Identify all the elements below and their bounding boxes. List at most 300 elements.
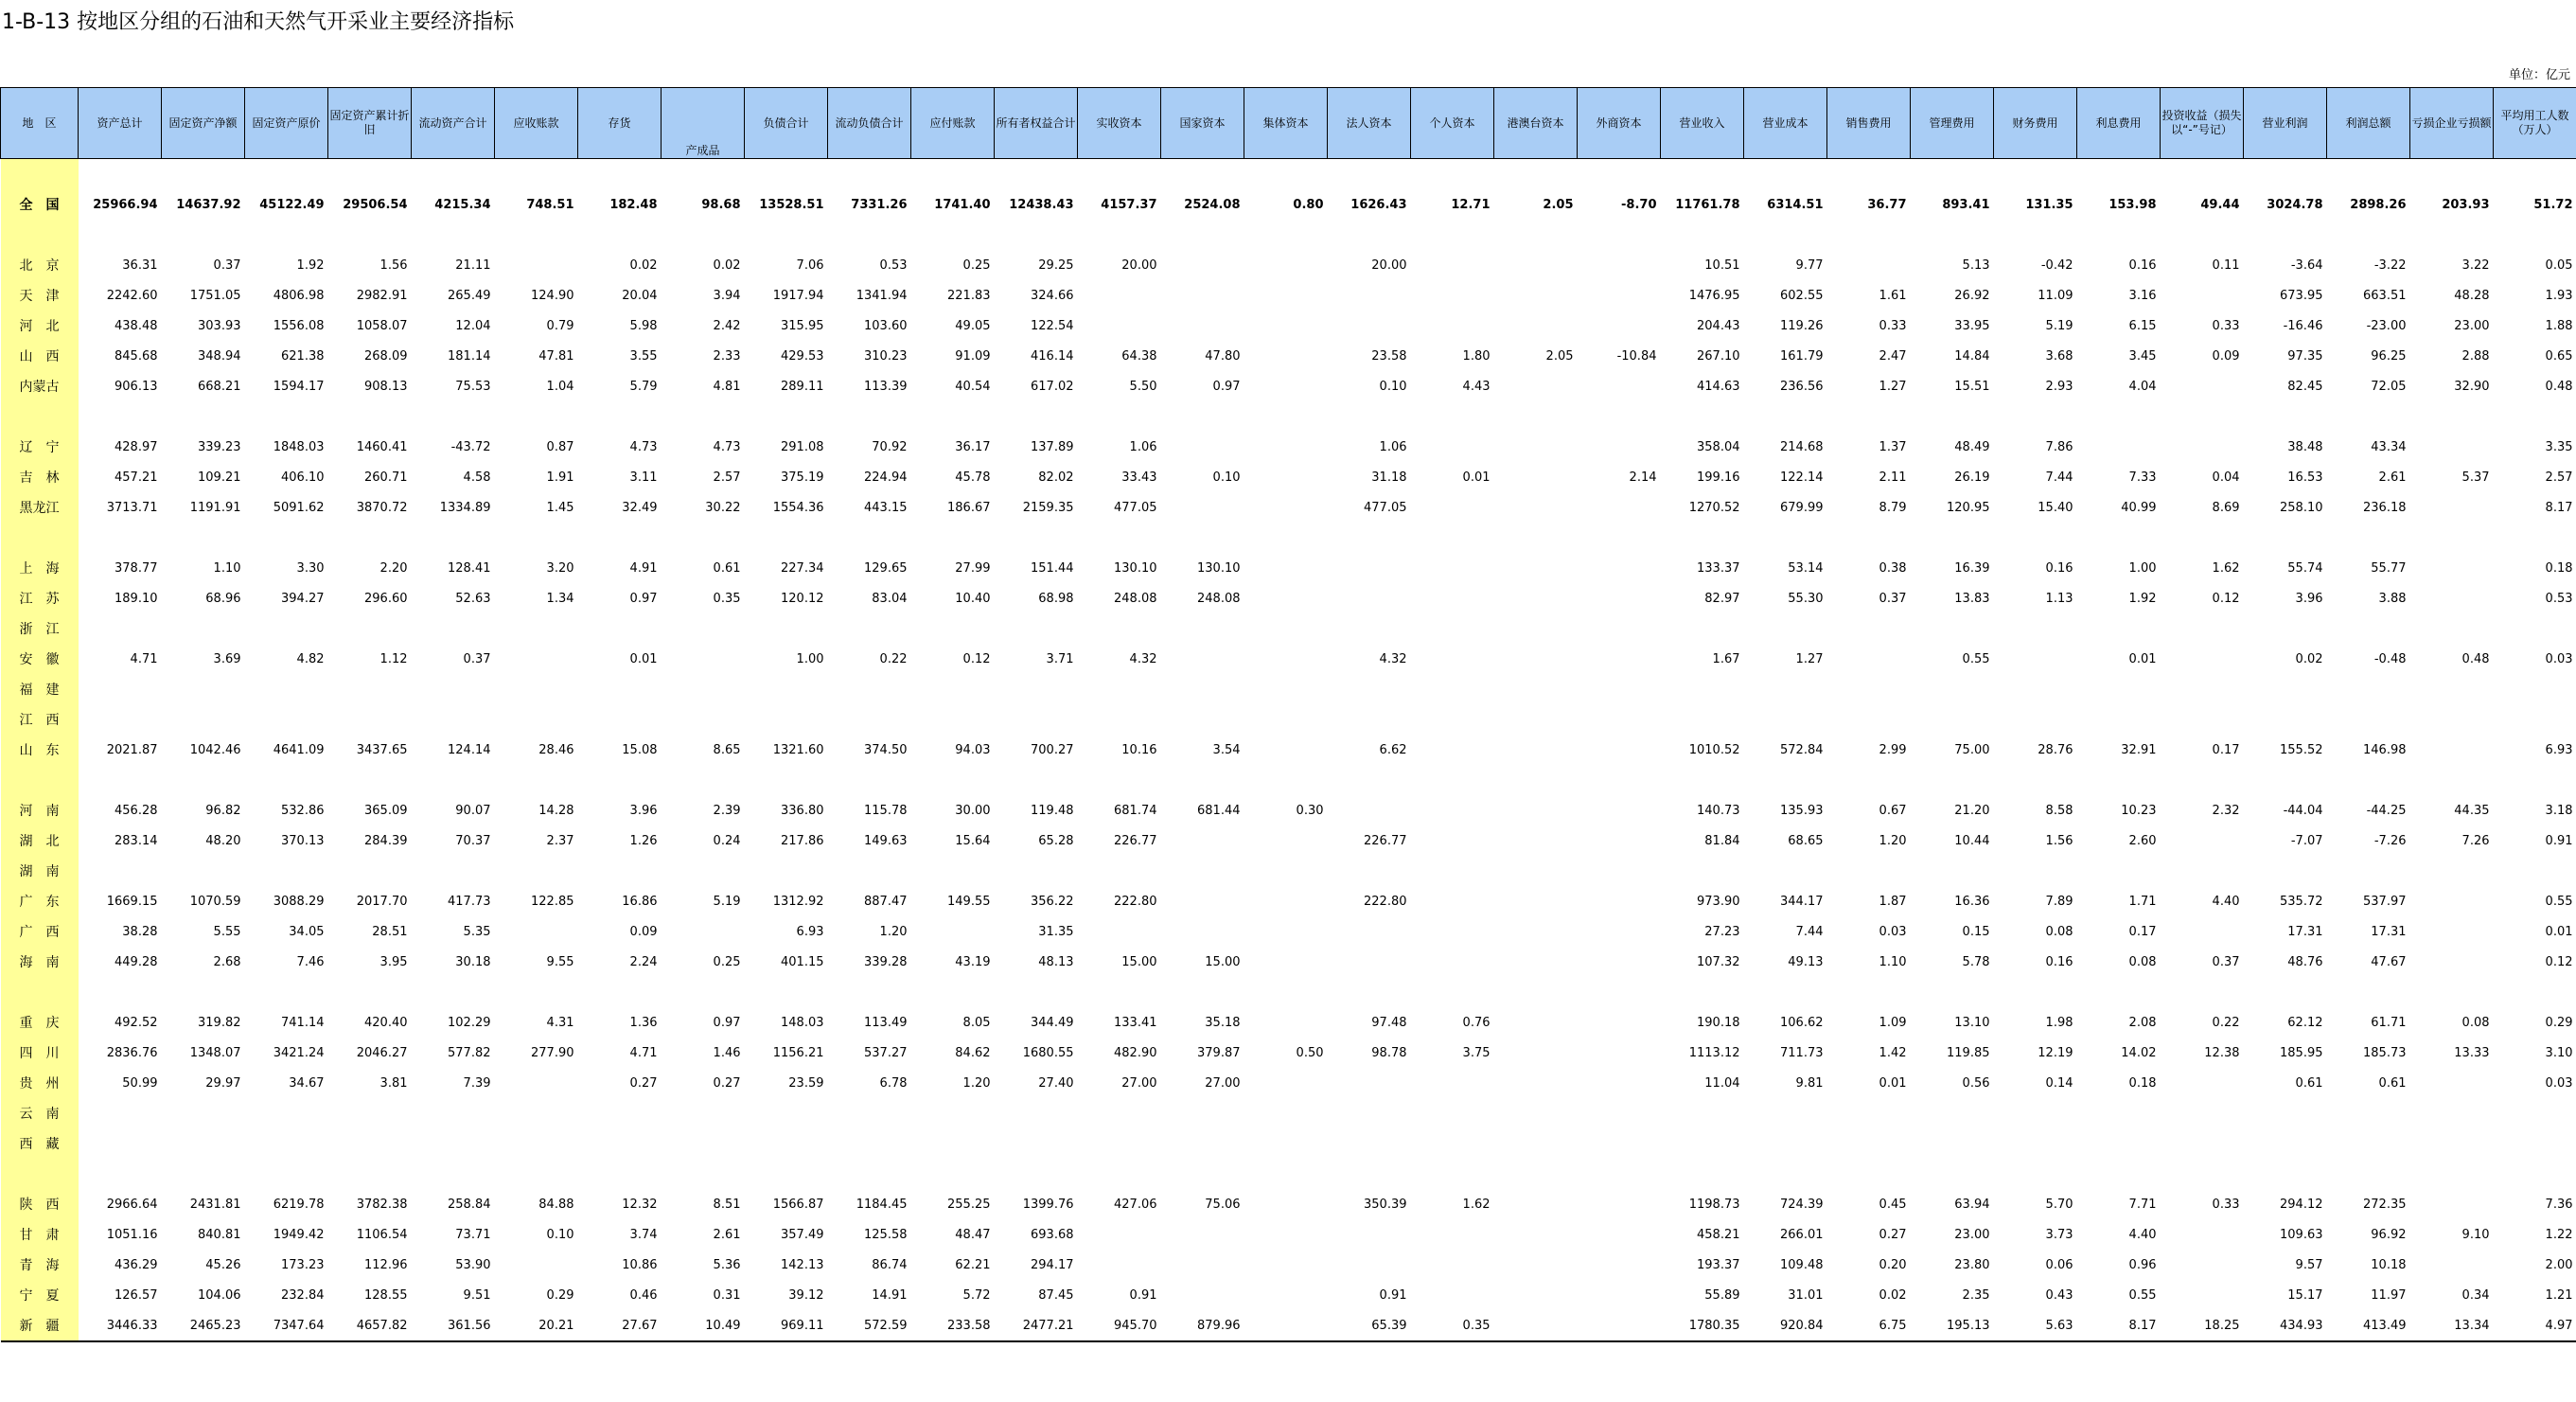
- value-cell: 8.17: [2077, 1310, 2161, 1341]
- value-cell: 13.83: [1954, 591, 1990, 606]
- value-cell: 53.90: [455, 1257, 491, 1272]
- value-cell: -7.26: [2373, 833, 2407, 848]
- value-cell: [1411, 947, 1494, 977]
- value-cell: 113.49: [864, 1015, 908, 1030]
- value-cell: 0.16: [2128, 257, 2157, 273]
- value-cell: 0.02: [2295, 651, 2323, 666]
- value-cell: 1917.94: [772, 288, 824, 303]
- value-cell: 0.65: [2545, 348, 2573, 364]
- value-cell: [2161, 1219, 2244, 1250]
- value-cell: 0.29: [546, 1287, 574, 1303]
- value-cell: 272.35: [2363, 1197, 2407, 1212]
- value-cell: 125.58: [864, 1227, 908, 1242]
- value-cell: [1411, 523, 1494, 553]
- value-cell: 124.14: [448, 742, 491, 757]
- value-cell: 2.99: [1879, 742, 1907, 757]
- value-cell: 232.84: [281, 1287, 325, 1303]
- value-cell: [1494, 583, 1578, 613]
- value-cell: 52.63: [455, 591, 491, 606]
- value-cell: [1744, 856, 1827, 886]
- value-cell: 1.06: [1379, 439, 1407, 454]
- value-cell: [578, 1128, 662, 1159]
- value-cell: 1042.46: [189, 742, 241, 757]
- value-cell: [1578, 492, 1661, 523]
- value-cell: 3088.29: [273, 894, 325, 909]
- spacer-row: [1, 977, 2576, 1007]
- value-cell: 10.51: [1704, 257, 1740, 273]
- value-cell: 9.57: [2295, 1257, 2323, 1272]
- value-cell: 2159.35: [1022, 500, 1074, 515]
- value-cell: 1.13: [2045, 591, 2073, 606]
- total-row: [1, 159, 2576, 251]
- col-inventory: 存货: [578, 88, 662, 159]
- value-cell: [1078, 1128, 1161, 1159]
- value-cell: [1411, 1250, 1494, 1280]
- value-cell: [245, 523, 328, 553]
- value-cell: 3.96: [2295, 591, 2323, 606]
- value-cell: [1411, 1280, 1494, 1310]
- value-cell: 233.58: [911, 1310, 995, 1341]
- value-cell: [2244, 856, 2327, 886]
- value-cell: [1411, 674, 1494, 704]
- value-cell: [1494, 947, 1578, 977]
- value-cell: 17.31: [2287, 924, 2323, 939]
- value-cell: 0.45: [1879, 1197, 1907, 1212]
- value-cell: 15.40: [2038, 500, 2073, 515]
- value-cell: 1010.52: [1688, 742, 1740, 757]
- value-cell: [1827, 250, 1911, 280]
- value-cell: 181.14: [448, 348, 491, 364]
- value-cell: 477.05: [1364, 500, 1407, 515]
- value-cell: 5.19: [2045, 318, 2073, 333]
- value-cell: 35.18: [1205, 1015, 1241, 1030]
- value-cell: [1244, 311, 1328, 341]
- value-cell: 406.10: [281, 470, 325, 485]
- value-cell: [1827, 765, 1911, 795]
- value-cell: [2327, 1128, 2410, 1159]
- value-cell: [1494, 644, 1578, 674]
- value-cell: 1.27: [1795, 651, 1824, 666]
- table-row: [1, 856, 2576, 886]
- value-cell: [2327, 613, 2410, 644]
- value-cell: [2410, 1189, 2494, 1219]
- value-cell: 91.09: [955, 348, 991, 364]
- region-cell: [1, 523, 79, 553]
- value-cell: [1411, 401, 1494, 432]
- value-cell: 283.14: [115, 833, 158, 848]
- value-cell: [911, 1128, 995, 1159]
- value-cell: [495, 1250, 578, 1280]
- value-cell: 0.08: [2461, 1015, 2490, 1030]
- value-cell: [2410, 916, 2494, 947]
- value-cell: [578, 977, 662, 1007]
- value-cell: [1578, 583, 1661, 613]
- value-cell: 1.34: [546, 591, 574, 606]
- value-cell: 226.77: [1114, 833, 1157, 848]
- value-cell: 0.03: [1879, 924, 1907, 939]
- value-cell: 4.71: [629, 1045, 658, 1060]
- value-cell: [2410, 401, 2494, 432]
- value-cell: 3.45: [2128, 348, 2157, 364]
- value-cell: [1578, 795, 1661, 825]
- value-cell: [1244, 462, 1328, 492]
- value-cell: 2242.60: [106, 288, 158, 303]
- value-cell: [1411, 250, 1494, 280]
- value-cell: 267.10: [1697, 348, 1740, 364]
- value-cell: [1661, 1128, 1744, 1159]
- value-cell: [662, 1128, 745, 1159]
- value-cell: 414.63: [1697, 379, 1740, 394]
- value-cell: 8.65: [713, 742, 741, 757]
- value-cell: 679.99: [1780, 500, 1824, 515]
- value-cell: -16.46: [2283, 318, 2323, 333]
- value-cell: [1494, 311, 1578, 341]
- value-cell: 1.20: [1879, 833, 1907, 848]
- value-cell: 82.02: [1038, 470, 1074, 485]
- value-cell: [1827, 523, 1911, 553]
- value-cell: 920.84: [1744, 1310, 1827, 1341]
- value-cell: 7.86: [2045, 439, 2073, 454]
- value-cell: [1328, 401, 1411, 432]
- value-cell: 358.04: [1697, 439, 1740, 454]
- value-cell: [995, 401, 1078, 432]
- value-cell: [1578, 644, 1661, 674]
- value-cell: 119.48: [1031, 803, 1074, 818]
- table-row: [1, 613, 2576, 644]
- value-cell: 112.96: [364, 1257, 408, 1272]
- col-current-liab: 流动负债合计: [828, 88, 911, 159]
- value-cell: 48.49: [1954, 439, 1990, 454]
- value-cell: 13.34: [2410, 1310, 2494, 1341]
- value-cell: 75.06: [1205, 1197, 1241, 1212]
- value-cell: 0.37: [213, 257, 241, 273]
- value-cell: [1578, 1007, 1661, 1038]
- value-cell: 27.99: [955, 560, 991, 576]
- value-cell: 284.39: [364, 833, 408, 848]
- value-cell: [1078, 674, 1161, 704]
- value-cell: 5.63: [1994, 1310, 2077, 1341]
- value-cell: 4.91: [629, 560, 658, 576]
- value-cell: [2077, 401, 2161, 432]
- value-cell: 29.97: [205, 1075, 241, 1091]
- value-cell: [1244, 492, 1328, 523]
- value-cell: 4.58: [463, 470, 491, 485]
- value-cell: 2836.76: [106, 1045, 158, 1060]
- value-cell: [1911, 613, 1994, 644]
- value-cell: 2.35: [1962, 1287, 1990, 1303]
- value-cell: 0.53: [879, 257, 908, 273]
- value-cell: 126.57: [115, 1287, 158, 1303]
- value-cell: 5.35: [463, 924, 491, 939]
- value-cell: [1578, 280, 1661, 311]
- value-cell: [495, 765, 578, 795]
- value-cell: 4.97: [2494, 1310, 2576, 1341]
- value-cell: 14.28: [538, 803, 574, 818]
- table-row: [1, 1310, 2576, 1341]
- value-cell: [1578, 1068, 1661, 1098]
- value-cell: 6.62: [1379, 742, 1407, 757]
- value-cell: [578, 1159, 662, 1189]
- value-cell: 7.06: [796, 257, 824, 273]
- value-cell: [1244, 825, 1328, 856]
- value-cell: [1661, 765, 1744, 795]
- table-row: [1, 1128, 2576, 1159]
- value-cell: 2.60: [2128, 833, 2157, 848]
- value-cell: [1578, 432, 1661, 462]
- value-cell: 27.00: [1205, 1075, 1241, 1091]
- value-cell: 84.62: [955, 1045, 991, 1060]
- value-cell: -44.25: [2366, 803, 2407, 818]
- value-cell: 1.56: [2045, 833, 2073, 848]
- value-cell: 2021.87: [106, 742, 158, 757]
- value-cell: 13.10: [1954, 1015, 1990, 1030]
- value-cell: [328, 1098, 412, 1128]
- value-cell: [1411, 613, 1494, 644]
- value-cell: [1244, 1280, 1328, 1310]
- value-cell: [1827, 1128, 1911, 1159]
- region-cell: [1, 1159, 79, 1189]
- value-cell: [79, 613, 162, 644]
- value-cell: [1411, 795, 1494, 825]
- value-cell: [662, 401, 745, 432]
- region-cell: 天 津: [1, 280, 79, 311]
- table-row: [1, 1038, 2576, 1068]
- value-cell: 2.68: [213, 954, 241, 969]
- value-cell: [1994, 1098, 2077, 1128]
- value-cell: 222.80: [1114, 894, 1157, 909]
- value-cell: [1078, 977, 1161, 1007]
- value-cell: 693.68: [1031, 1227, 1074, 1242]
- value-cell: 1.26: [629, 833, 658, 848]
- value-cell: 0.16: [2045, 560, 2073, 576]
- value-cell: 14.91: [872, 1287, 908, 1303]
- col-receivables: 应收账款: [495, 88, 578, 159]
- value-cell: [1494, 1007, 1578, 1038]
- value-cell: -0.48: [2373, 651, 2407, 666]
- value-cell: [328, 977, 412, 1007]
- value-cell: [495, 977, 578, 1007]
- value-cell: 48.28: [2454, 288, 2490, 303]
- value-cell: 161.79: [1780, 348, 1824, 364]
- value-cell: [1578, 371, 1661, 401]
- value-cell: [245, 1159, 328, 1189]
- value-cell: [2494, 1128, 2576, 1159]
- value-cell: 5.98: [629, 318, 658, 333]
- value-cell: 10.44: [1954, 833, 1990, 848]
- value-cell: [828, 765, 911, 795]
- value-cell: [1744, 1098, 1827, 1128]
- value-cell: [1244, 401, 1328, 432]
- table-row: [1, 280, 2576, 311]
- value-cell: [2410, 704, 2494, 735]
- value-cell: 906.13: [115, 379, 158, 394]
- value-cell: 2982.91: [356, 288, 408, 303]
- table-row: [1, 1219, 2576, 1250]
- value-cell: 294.17: [1031, 1257, 1074, 1272]
- value-cell: 3437.65: [356, 742, 408, 757]
- value-cell: 4.31: [546, 1015, 574, 1030]
- value-cell: [1244, 644, 1328, 674]
- value-cell: 149.55: [947, 894, 991, 909]
- value-cell: 133.37: [1697, 560, 1740, 576]
- value-cell: 7.46: [296, 954, 325, 969]
- value-cell: [412, 765, 495, 795]
- value-cell: 119.85: [1947, 1045, 1990, 1060]
- value-cell: [412, 1159, 495, 1189]
- value-cell: [1078, 704, 1161, 735]
- value-cell: 186.67: [947, 500, 991, 515]
- value-cell: [1328, 280, 1411, 311]
- value-cell: [1578, 1159, 1661, 1189]
- value-cell: [2077, 523, 2161, 553]
- value-cell: 43.19: [955, 954, 991, 969]
- value-cell: 148.03: [781, 1015, 824, 1030]
- value-cell: [1161, 856, 1244, 886]
- value-cell: [2327, 856, 2410, 886]
- value-cell: 324.66: [1031, 288, 1074, 303]
- value-cell: [2161, 644, 2244, 674]
- value-cell: 27.23: [1704, 924, 1740, 939]
- value-cell: 140.73: [1697, 803, 1740, 818]
- value-cell: 1.61: [1879, 288, 1907, 303]
- value-cell: 2.42: [713, 318, 741, 333]
- value-cell: 83.04: [872, 591, 908, 606]
- value-cell: [2410, 1128, 2494, 1159]
- value-cell: 1.00: [796, 651, 824, 666]
- value-cell: [1827, 856, 1911, 886]
- value-cell: 482.90: [1114, 1045, 1157, 1060]
- value-cell: [2410, 977, 2494, 1007]
- value-cell: [1328, 523, 1411, 553]
- value-cell: 1.20: [879, 924, 908, 939]
- value-cell: [828, 1098, 911, 1128]
- value-cell: 0.01: [1879, 1075, 1907, 1091]
- value-cell: [2161, 674, 2244, 704]
- value-cell: 4.73: [713, 439, 741, 454]
- value-cell: [1161, 674, 1244, 704]
- value-cell: 11.97: [2371, 1287, 2407, 1303]
- value-cell: 2898.26: [2350, 197, 2407, 212]
- value-cell: 1626.43: [1350, 197, 1407, 212]
- value-cell: 378.77: [115, 560, 158, 576]
- value-cell: 1.45: [546, 500, 574, 515]
- value-cell: 434.93: [2244, 1310, 2327, 1341]
- value-cell: [1494, 704, 1578, 735]
- value-cell: 1.87: [1879, 894, 1907, 909]
- value-cell: 130.10: [1197, 560, 1241, 576]
- value-cell: 10.23: [2121, 803, 2157, 818]
- value-cell: [1494, 1280, 1578, 1310]
- value-cell: 15.08: [622, 742, 658, 757]
- value-cell: [1244, 886, 1328, 916]
- value-cell: 2.24: [629, 954, 658, 969]
- value-cell: [1411, 432, 1494, 462]
- value-cell: 6314.51: [1767, 197, 1824, 212]
- value-cell: 5.36: [713, 1257, 741, 1272]
- value-cell: [495, 856, 578, 886]
- value-cell: 0.12: [2212, 591, 2240, 606]
- value-cell: 20.21: [495, 1310, 578, 1341]
- value-cell: [1244, 341, 1328, 371]
- value-cell: 30.22: [705, 500, 741, 515]
- value-cell: 6.93: [2545, 742, 2573, 757]
- value-cell: 2465.23: [162, 1310, 245, 1341]
- value-cell: [1578, 1128, 1661, 1159]
- value-cell: 2.05: [1545, 348, 1574, 364]
- value-cell: [1494, 280, 1578, 311]
- value-cell: 55.30: [1788, 591, 1824, 606]
- value-cell: [1661, 1159, 1744, 1189]
- table-row: [1, 432, 2576, 462]
- value-cell: 336.80: [781, 803, 824, 818]
- value-cell: 30.18: [455, 954, 491, 969]
- value-cell: [2410, 886, 2494, 916]
- value-cell: [1911, 704, 1994, 735]
- value-cell: 2.05: [1543, 197, 1574, 212]
- value-cell: [1578, 1189, 1661, 1219]
- value-cell: [2410, 523, 2494, 553]
- value-cell: -8.70: [1621, 197, 1657, 212]
- value-cell: [1161, 825, 1244, 856]
- value-cell: 1.36: [629, 1015, 658, 1030]
- value-cell: [1161, 1098, 1244, 1128]
- value-cell: [2161, 856, 2244, 886]
- value-cell: 62.12: [2287, 1015, 2323, 1030]
- value-cell: 277.90: [531, 1045, 574, 1060]
- region-cell: 安 徽: [1, 644, 79, 674]
- value-cell: 0.01: [2128, 651, 2157, 666]
- spacer-row: [1, 523, 2576, 553]
- region-cell: 湖 南: [1, 856, 79, 886]
- value-cell: 0.02: [629, 257, 658, 273]
- value-cell: 248.08: [1114, 591, 1157, 606]
- value-cell: 4.82: [296, 651, 325, 666]
- value-cell: 4.04: [2128, 379, 2157, 394]
- value-cell: [245, 856, 328, 886]
- value-cell: 668.21: [198, 379, 241, 394]
- value-cell: 129.65: [864, 560, 908, 576]
- unit-label: 单位：亿元: [2508, 68, 2570, 82]
- value-cell: 122.85: [531, 894, 574, 909]
- value-cell: [1244, 250, 1328, 280]
- value-cell: 23.80: [1954, 1257, 1990, 1272]
- value-cell: 969.11: [745, 1310, 828, 1341]
- col-employees: 平均用工人数（万人）: [2494, 88, 2576, 159]
- value-cell: [2494, 704, 2576, 735]
- value-cell: [2327, 1159, 2410, 1189]
- region-cell: 江 西: [1, 704, 79, 735]
- value-cell: 3.95: [379, 954, 408, 969]
- value-cell: 128.41: [448, 560, 491, 576]
- value-cell: [1494, 462, 1578, 492]
- value-cell: 681.44: [1197, 803, 1241, 818]
- col-equity: 所有者权益合计: [995, 88, 1078, 159]
- value-cell: [1494, 674, 1578, 704]
- value-cell: [1661, 704, 1744, 735]
- col-finance: 财务费用: [1994, 88, 2077, 159]
- value-cell: [412, 1098, 495, 1128]
- value-cell: 72.05: [2371, 379, 2407, 394]
- value-cell: 0.17: [2128, 924, 2157, 939]
- value-cell: 5.55: [213, 924, 241, 939]
- value-cell: [1328, 311, 1411, 341]
- value-cell: 0.55: [1962, 651, 1990, 666]
- value-cell: [1161, 432, 1244, 462]
- value-cell: [2244, 523, 2327, 553]
- value-cell: 3.11: [629, 470, 658, 485]
- value-cell: 45122.49: [259, 197, 325, 212]
- value-cell: 428.97: [115, 439, 158, 454]
